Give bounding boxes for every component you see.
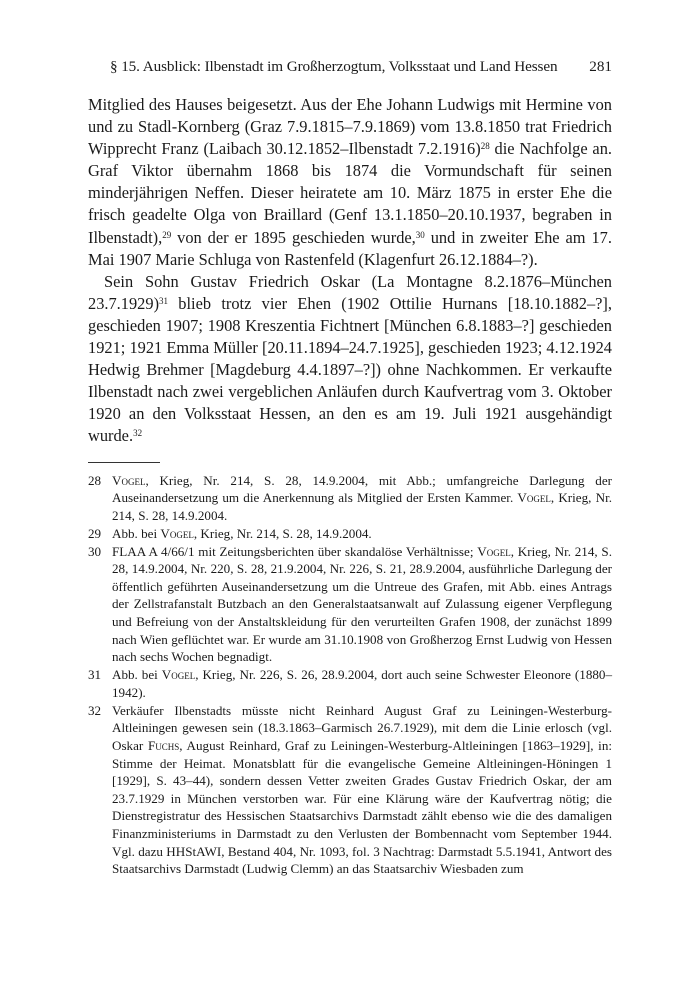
author-name: Vogel — [517, 490, 551, 506]
footnote-number: 32 — [88, 702, 102, 718]
footnote-ref-30[interactable]: 30 — [415, 229, 425, 240]
footnote-number: 31 — [88, 667, 102, 683]
footnote-29 — [88, 525, 612, 543]
author-name: Vogel — [112, 472, 146, 488]
paragraph-1-text-4: und in zweiter Ehe am 17. Mai 1907 Marie Schluga von Rastenfeld (Klagenfurt 26.12.1884–?). — [88, 227, 612, 269]
footnote-text: , Krieg, Nr. 214, S. 28, 14.9.2004, Nr. 220, S. 28, 21.9.2004, Nr. 226, S. 21, 28.9.2004, ausführliche Darlegung der öffentlich geführten Auseinandersetzung um die Untreue des Grafen, mit Abb. eines Antrags der Zellstrafanstalt Butzbach an den Generalstaatsanwalt auf Zulassung eigener Verpflegung und Befreiung von der Anstaltskleidung für den verurteilten Grafen 1908, der zunächst 1899 nach Wien geflüchtet war. Er wurde am 31.10.1908 von Großherzog Ernst Ludwig von Hessen nach sechs Wochen begnadigt. — [112, 543, 612, 665]
paragraph-2 — [88, 271, 612, 448]
footnote-ref-32[interactable]: 32 — [133, 428, 143, 439]
footnote-ref-28[interactable]: 28 — [480, 141, 490, 152]
author-name: Vogel — [160, 525, 194, 541]
author-name: Vogel — [161, 667, 196, 683]
footnote-text: , Krieg, Nr. 214, S. 28, 14.9.2004. — [193, 525, 372, 541]
footnote-ref-31[interactable]: 31 — [159, 295, 169, 306]
footnote-text: , Krieg, Nr. 214, S. 28, 14.9.2004, mit Abb.; umfangreiche Darlegung der Auseinandersetzung um die Anerkennung als Mitglied der Ersten Kammer. — [112, 472, 612, 506]
author-name: Fuchs — [147, 737, 180, 753]
footnote-30 — [88, 543, 612, 666]
paragraph-1-text-3: von der er 1895 geschieden wurde, — [171, 227, 416, 247]
footnote-text: , Krieg, Nr. 226, S. 26, 28.9.2004, dort auch seine Schwester Eleonore (1880–1942). — [112, 667, 613, 700]
footnote-31 — [88, 666, 612, 701]
footnotes — [88, 472, 612, 878]
footnote-number: 28 — [88, 472, 102, 488]
footnote-text: , Krieg, Nr. 214, S. 28, 14.9.2004. — [112, 490, 613, 523]
paragraph-1 — [88, 94, 612, 271]
page-number: 281 — [589, 58, 612, 75]
footnote-text: FLAA A 4/66/1 mit Zeitungsberichten über skandalöse Verhältnisse; — [112, 543, 478, 559]
footnote-number: 30 — [88, 543, 102, 559]
footnote-text: Abb. bei — [112, 667, 162, 683]
footnote-ref-29[interactable]: 29 — [162, 229, 172, 240]
paragraph-1-text-1: Mitglied des Hauses beigesetzt. Aus der Ehe Johann Ludwigs mit Hermine von und zu Stadl-Kornberg (Graz 7.9.1815–7.9.1869) vom 13.8.1850 trat Friedrich Wipprecht Franz (Laibach 30.12.1852–Ilbenstadt 7.2.1916) — [88, 95, 612, 159]
paragraph-2-text-1: Sein Sohn Gustav Friedrich Oskar (La Montagne 8.2.1876–München 23.7.1929) — [88, 271, 612, 313]
author-name: Vogel — [477, 543, 511, 559]
body-text — [88, 94, 612, 448]
running-head — [88, 58, 612, 82]
footnote-text: Abb. bei — [112, 525, 161, 541]
running-head-title: § 15. Ausblick: Ilbenstadt im Großherzogtum, Volksstaat und Land Hessen — [110, 58, 558, 75]
footnote-text: Verkäufer Ilbenstadts müsste nicht Reinhard August Graf zu Leiningen-Westerburg-Altleiningen gewesen sein (18.3.1863–Garmisch 26.7.1929), mit dem die Linie erlosch (vgl. Oskar — [112, 702, 612, 753]
footnote-divider — [88, 462, 160, 463]
paragraph-2-text-2: blieb trotz vier Ehen (1902 Ottilie Hurnans [18.10.1882–?], geschieden 1907; 1908 Kreszentia Fichtnert [München 6.8.1883–?] geschieden 1921; 1921 Emma Müller [20.11.1894–24.7.1925], geschieden 1923; 4.12.1924 Hedwig Brehmer [Magdeburg 4.4.1897–?]) ohne Nachkommen. Er verkaufte Ilbenstadt nach zwei vergeblichen Anläufen durch Kaufvertrag vom 3. Oktober 1920 an den Volksstaat Hessen, an den es am 19. Juli 1921 ausgehändigt wurde. — [88, 293, 612, 446]
footnote-number: 29 — [88, 525, 102, 541]
footnote-28 — [88, 472, 612, 525]
footnote-text: , August Reinhard, Graf zu Leiningen-Westerburg-Altleiningen [1863–1929], in: Stimme der Heimat. Monatsblatt für die evangelische Gemeine Altleiningen-Höningen 1 [1929], S. 43–44), sondern dessen Vetter zweiten Grades Gustav Friedrich Oskar, der am 23.7.1929 in München verstorben war. Für eine Klärung wäre der Kaufvertrag nötig; die Dienstregistratur des Hessischen Staatsarchivs Darmstadt zählt ebenso wie die des damaligen Finanzministeriums in Darmstadt zu den Verlusten der Bombennacht vom September 1944. Vgl. dazu HHStAWI, Bestand 404, Nr. 1093, fol. 3 Nachtrag: Darmstadt 5.5.1941, Antwort des Staatsarchivs Darmstadt (Ludwig Clemm) an das Staatsarchiv Wiesbaden zum — [112, 737, 613, 877]
footnote-32 — [88, 702, 612, 878]
book-page — [88, 58, 612, 878]
paragraph-1-text-2: die Nachfolge an. Graf Viktor übernahm 1868 bis 1874 die Vormundschaft für seinen minderjährigen Neffen. Dieser heiratete am 10. März 1875 in erster Ehe die frisch geadelte Olga von Braillard (Genf 13.1.1850–20.10.1937, begraben in Ilbenstadt), — [88, 139, 612, 247]
